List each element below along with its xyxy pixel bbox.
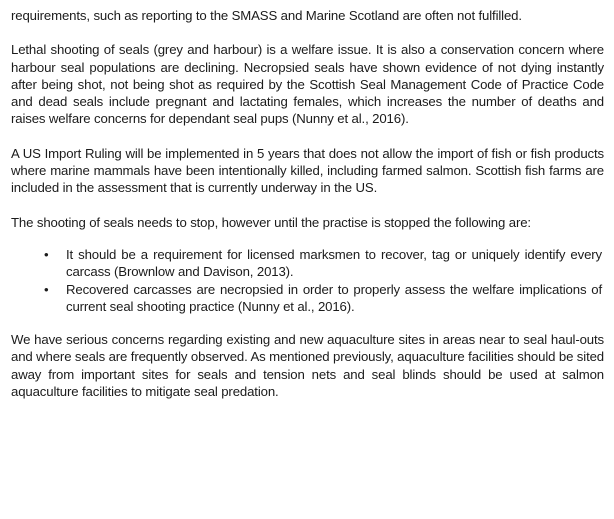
paragraph-continuation-reporting-requirements: requirements, such as reporting to the SMASS and Marine Scotland are often not fulfilled. xyxy=(11,8,522,23)
list-item xyxy=(11,281,604,316)
list-item-label: Recovered carcasses are necropsied in order to properly assess the welfare implications of current seal shooting practice (Nunny et al., 2016). xyxy=(66,281,602,314)
paragraph-us-import-ruling: A US Import Ruling will be implemented in 5 years that does not allow the import of fish or fish products where marine mammals have been intentionally killed, including farmed salmon. Scottish fish farms are included in the assessment that is currently underway in the US. xyxy=(11,145,604,196)
paragraph-aquaculture-concerns: We have serious concerns regarding existing and new aquaculture sites in areas near to seal haul-outs and where seals are frequently observed. As mentioned previously, aquaculture facilities should be sited away from important sites for seals and tension nets and seal blinds should be used at salmon aquaculture facilities to mitigate seal predation. xyxy=(11,332,605,400)
list-item-label: It should be a requirement for licensed marksmen to recover, tag or uniquely identify every carcass (Brownlow and Davison, 2013). xyxy=(66,246,602,280)
recommendations-bullet-list xyxy=(11,246,604,315)
paragraph-lethal-shooting-welfare: Lethal shooting of seals (grey and harbour) is a welfare issue. It is also a conservation concern where harbour seal populations are declining. Necropsied seals have shown evidence of not dying instantly after being shot, not being shot as required by the Scottish Seal Management Code of Practice Code and dead seals include pregnant and lactating females, which increases the number of deaths and raises welfare concerns for dependant seal pups (Nunny et al., 2016). xyxy=(11,42,604,127)
bullet-point-icon: • xyxy=(44,281,49,297)
list-item xyxy=(11,246,604,281)
bullet-point-icon: • xyxy=(44,246,49,262)
paragraph-shooting-must-stop-intro: The shooting of seals needs to stop, however until the practise is stopped the following are: xyxy=(11,214,531,230)
